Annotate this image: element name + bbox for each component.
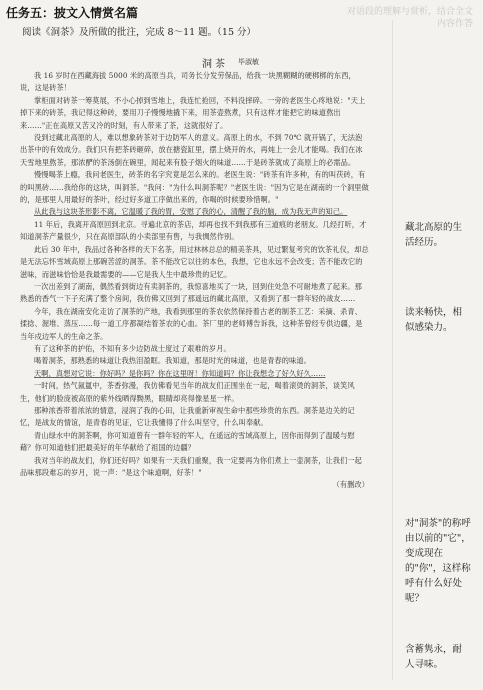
source-note: （有删改）: [332, 480, 369, 490]
paragraph: 那种浓香带着浓浓的情意，浸润了我的心田，让我重新审视生命中那些珍贵的东西。洞茶是边关的记忆，是战友的情谊，是青春的见证，它让我懂得了什么叫坚守，什么叫奉献。: [20, 405, 355, 428]
paragraph: 此后 30 年中，我品过各种各样的天下名茶，用过林林总总的精美茶具，见过繁复考究的饮茶礼仪，却总是无法忘怀雪域高原上那碗苦涩的洞茶。茶不能改它以往的本色，我想，它也永远不会改变；苦不能改它的滋味，而滋味恰恰是我最需要的——它是我人生中最珍贵的记忆。: [20, 244, 369, 279]
paragraph: 11 年后，我离开高原回到北京。寻遍北京的茶店，却再也找不到我那有三道痕的老朋友。几经打听，才知道洞茶产量很少，只在高原部队的小卖部里有售，与我惆然作别。: [20, 219, 367, 242]
underlined-paragraph: 从此我与这块茶形影不离，它温暖了我的胃，安慰了我的心，清醒了我的脑，成为我无声的知己。: [34, 207, 348, 217]
paragraph: 慢慢喝茶上瘾，我问老医生，砖茶的名字究竟是怎么来的。老医生说："砖茶有许多种，有的叫茯砖，有的叫黑砖……我给你的这块，叫洞茶。"我问："为什么叫洞茶呢？"老医生说："因为它是在湖南的一个洞里做的，是那里人用最好的茶叶，经过好多道工序做出来的，你喝的时候要珍惜啊。": [20, 170, 369, 205]
underlined-paragraph: 天啊，真想对它说：你好吗？是你吗？你在这里呀！你知道吗？你让我想念了好久好久……: [34, 368, 326, 378]
paragraph: 掌柜面对砖茶一筹莫展，不小心掉到雪地上，我连忙抢回，不料没摔碎。一旁的老医生心疼地说："天上掉下来的砖茶，我记得这种砖，要用刀子慢慢地撬下来，用茶壶熬煮，只有这样才能把它的味道熬出来……"正在高原又苦又冷的时刻，有人带来了茶，这就很好了。: [20, 95, 366, 130]
paragraph: 我对当年的战友们，你们还好吗？如果有一天我们重聚，我一定要再为你们煮上一壶洞茶，让我们一起品味那段难忘的岁月，说一声："是这个味道啊，好茶！": [20, 455, 362, 477]
paragraph: 今年，我在湖南安化走访了洞茶的产地，我看到那里的茶农依然保持着古老的制茶工艺：采摘、杀青、揉捻、渥堆、蒸压……每一道工序都凝结着茶农的心血。茶厂里的老师傅告诉我，这种茶曾经专供边疆，是当年戍边军人的生命之茶。: [20, 306, 363, 341]
paragraph: 一时间，热气氤氲中，茶香弥漫，我仿佛看见当年的战友们正围坐在一起，喝着滚烫的洞茶，谈笑风生，他们的脸庞被高原的紫外线晒得黝黑，眼睛却亮得像星星一样。: [20, 381, 355, 403]
article-body: [20, 70, 369, 492]
paragraph: 一次出差到了湖南，偶然看到街边有卖洞茶的，我惊喜地买了一块，回到住处急不可耐地煮了起来。那熟悉的香气一下子充满了整个房间，我仿佛又回到了那遥远的藏北高原，又看到了那一群年轻的战友……: [20, 281, 362, 304]
annotation-note: 含蓄隽永，耐人寻味。: [405, 644, 463, 670]
paragraph: 没到过藏北高原的人，难以想象砖茶对于边防军人的意义。高原上的水，不到 70℃ 就开锅了，无法泡出茶中的有效成分。我们只有把茶砖砸碎，放在搪瓷缸里，摆上烧开的水，再炖上一会儿才能喝。我们在冰天雪地里熬茶，那浓酽的茶汤倒在碗里，闻起来有股子烟火的味道……于是砖茶就成了高原上的必需品。: [20, 133, 363, 167]
article-author: 毕淑敏: [238, 58, 259, 66]
annotation-note: 藏北高原的生活经历。: [405, 222, 463, 248]
task-title: 任务五：披文入情赏名篇: [6, 6, 139, 20]
paragraph: 青山绿水中的洞茶啊，你可知道曾有一群年轻的军人，在遥远的雪域高原上，因你而得到了温暖与慰藉？你可知道他们把最美好的年华献给了祖国的边疆？: [20, 430, 355, 453]
paragraph: 喝着洞茶，那熟悉的味道让我热泪盈眶。我知道，那是时光的味道，也是青春的味道。: [34, 356, 311, 366]
margin-divider: [392, 20, 393, 680]
paragraph: 我 16 岁时在西藏海拔 5000 米的高原当兵，司务长分发劳保品，给我一块黑糊糊的硬梆梆的东西，说，这是砖茶！: [20, 71, 356, 93]
article-title: 洞茶: [202, 59, 228, 70]
annotation-note: 读来畅快，相似感染力。: [405, 307, 463, 333]
paragraph: 有了这种茶的护佑，不知有多少边防战士度过了艰难的岁月。: [34, 343, 231, 353]
bleed-through-text: 对语段的理解与赏析，结合全文内容作答: [346, 7, 473, 29]
annotation-note: 对"洞茶"的称呼由以前的"它"，变成现在的"你"，这样称呼有什么好处呢？: [405, 518, 471, 604]
reading-instruction: 阅读《洞茶》及所做的批注，完成 8～11 题。（15 分）: [22, 27, 257, 38]
